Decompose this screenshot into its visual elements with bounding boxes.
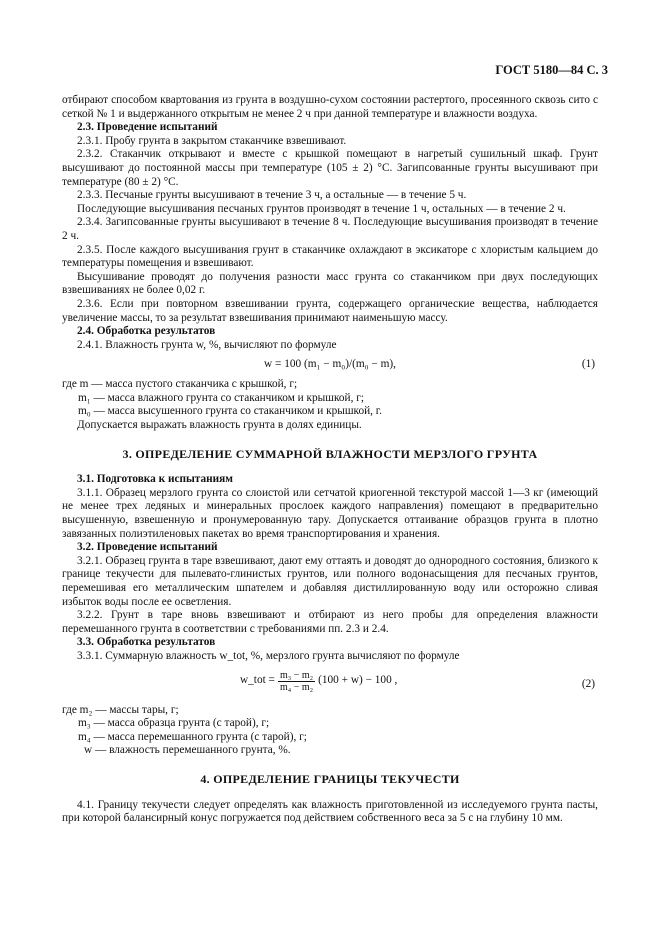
paragraph-2-3-5: 2.3.5. После каждого высушивания грунт в стаканчике охлаждают в эксикаторе с хлористым кальцием до температуры помещения и взвешивают. (62, 243, 598, 270)
paragraph-2-4-1: 2.4.1. Влажность грунта w, %, вычисляют по формуле (77, 338, 337, 351)
paragraph-2-3-5-cont: Высушивание проводят до получения разности масс грунта со стаканчиком при двух последующих взвешиваниях не более 0,02 г. (62, 270, 598, 297)
heading-3-3: 3.3. Обработка результатов (77, 636, 216, 649)
definition-line: m₁ — масса влажного грунта со стаканчиком и крышкой, г; (78, 391, 365, 404)
definition-line: m₃ — масса образца грунта (с тарой), г; (78, 717, 270, 730)
formula-2-rhs: (100 + w) − 100 , (318, 674, 398, 687)
paragraph-4-1: 4.1. Границу текучести следует определять как влажность приготовленной из исследуемого грунта пасты, при которой балансирный конус погружается под действием собственного веса за 5 с на глубину 10 мм. (62, 798, 598, 825)
definition-line: m₄ — масса перемешанного грунта (с тарой), г; (78, 730, 307, 743)
paragraph-3-3-1: 3.3.1. Суммарную влажность w_tot, %, мерзлого грунта вычисляют по формуле (77, 649, 460, 662)
heading-2-3: 2.3. Проведение испытаний (77, 121, 218, 134)
section-3-title: 3. ОПРЕДЕЛЕНИЕ СУММАРНОЙ ВЛАЖНОСТИ МЕРЗЛОГО ГРУНТА (122, 446, 538, 461)
heading-3-2: 3.2. Проведение испытаний (77, 541, 218, 554)
heading-2-4: 2.4. Обработка результатов (77, 325, 216, 338)
paragraph-2-3-4: 2.3.4. Загипсованные грунты высушивают в течение 8 ч. Последующие высушивания производят в течение 2 ч. (62, 216, 598, 242)
paragraph-2-4-note: Допускается выражать влажность грунта в долях единицы. (77, 419, 362, 432)
definition-line: где m₂ — массы тары, г; (62, 703, 179, 716)
formula-2-denominator: m₄ − m₂ (279, 681, 314, 693)
formula-1-number: (1) (581, 358, 595, 371)
paragraph-2-3-2: 2.3.2. Стаканчик открывают и вместе с крышкой помещают в нагретый сушильный шкаф. Грунт высушивают до постоянной массы при температуре (105 ± 2) °С. Загипсованные грунты высушивают при температуре (80 ± 2) °С. (62, 148, 598, 188)
paragraph-3-1-1: 3.1.1. Образец мерзлого грунта со слоистой или сетчатой криогенной текстурой массой 1—3 кг (имеющий не менее трех ледяных и минеральных прослоек каждого направления) помещают в предварительно высушенную, взвешенную и пронумерованную тару. Допускается оттаивание образцов грунта в плотно завязанных полиэтиленовых пакетах во время транспортирования и хранения. (62, 486, 598, 540)
heading-3-1: 3.1. Подготовка к испытаниям (77, 473, 233, 486)
paragraph-intro: отбирают способом квартования из грунта в воздушно-сухом состоянии растертого, просеянного сквозь сито с сеткой № 1 и выдержанного открытым не менее 2 ч при данной температуре и влажности воздуха. (62, 94, 598, 120)
formula-2-expression (240, 670, 397, 693)
paragraph-3-2-2: 3.2.2. Грунт в таре вновь взвешивают и отбирают из него пробы для определения влажности перемешанного грунта в соответствии с требованиями пп. 2.3 и 2.4. (62, 609, 598, 635)
page-header: ГОСТ 5180—84 С. 3 (495, 63, 608, 77)
formula-2-lhs: w_tot = (240, 674, 275, 687)
definition-line: w — влажность перемешанного грунта, %. (84, 744, 291, 757)
definitions-1 (62, 378, 598, 419)
definition-line: где m — масса пустого стаканчика с крышкой, г; (62, 378, 298, 391)
formula-2-fraction (278, 670, 315, 693)
paragraph-2-3-1: 2.3.1. Пробу грунта в закрытом стаканчике взвешивают. (77, 134, 347, 147)
formula-1 (62, 352, 598, 378)
paragraph-3-2-1: 3.2.1. Образец грунта в таре взвешивают, дают ему оттаять и доводят до однородного состояния, близкого к границе текучести для пылевато-глинистых грунтов, или полного водонасыщения для песчаных грунтов, перемешивая его металлическим шпателем и добавляя дистиллированную воду или осторожно сливая избыток воды после ее осветления. (62, 554, 598, 608)
formula-1-expression: w = 100 (m₁ − m₀)/(m₀ − m), (264, 358, 396, 371)
document-body (62, 94, 598, 826)
formula-2 (62, 664, 598, 704)
definition-line: m₀ — масса высушенного грунта со стаканчиком и крышкой, г. (78, 405, 382, 418)
definitions-2 (62, 704, 598, 758)
formula-2-numerator: m₃ − m₂ (279, 669, 314, 681)
section-4-title: 4. ОПРЕДЕЛЕНИЕ ГРАНИЦЫ ТЕКУЧЕСТИ (200, 771, 460, 786)
paragraph-2-3-3-cont: Последующие высушивания песчаных грунтов производят в течение 1 ч, остальных — в течение 2 ч. (77, 202, 566, 215)
paragraph-2-3-6: 2.3.6. Если при повторном взвешивании грунта, содержащего органические вещества, наблюдается увеличение массы, то за результат взвешивания принимают наименьшую массу. (62, 297, 598, 324)
formula-2-number: (2) (581, 677, 595, 690)
paragraph-2-3-3: 2.3.3. Песчаные грунты высушивают в течение 3 ч, а остальные — в течение 5 ч. (77, 189, 467, 202)
